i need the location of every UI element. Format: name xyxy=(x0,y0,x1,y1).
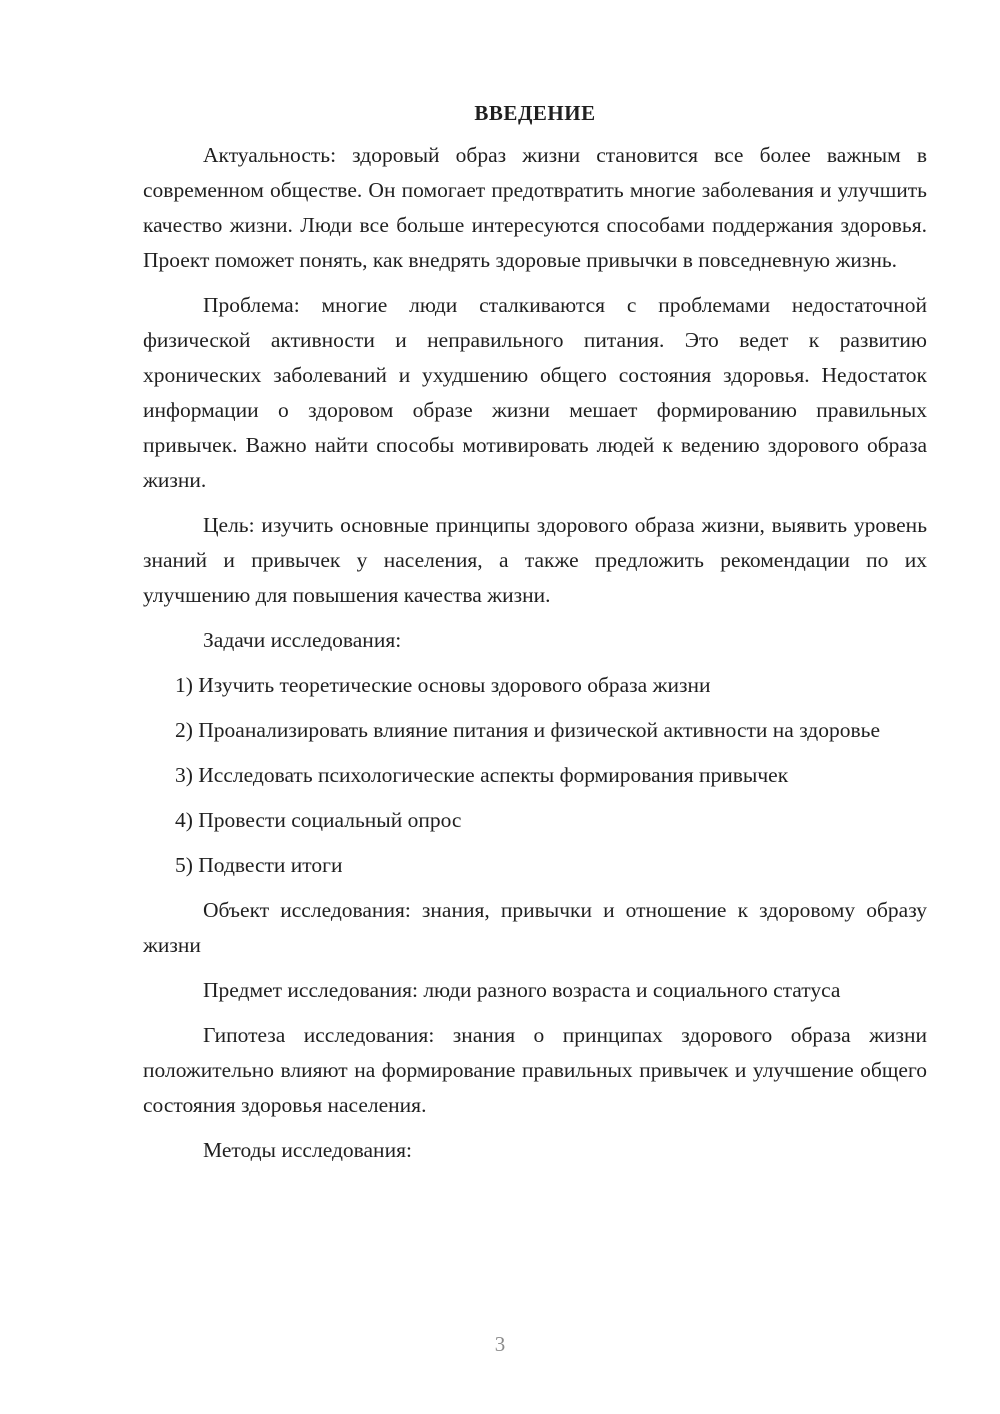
object-paragraph: Объект исследования: знания, привычки и отношение к здоровому образу жизни xyxy=(143,898,927,957)
task-item-5: 5) Подвести итоги xyxy=(175,853,343,877)
relevance-paragraph: Актуальность: здоровый образ жизни становится все более важным в современном обществе. Он помогает предотвратить многие заболевания и улучшить качество жизни. Люди все больше интересуются способами поддержания здоровья. Проект поможет понять, как внедрять здоровые привычки в повседневную жизнь. xyxy=(143,143,927,272)
goal-paragraph: Цель: изучить основные принципы здорового образа жизни, выявить уровень знаний и привычек у населения, а также предложить рекомендации по их улучшению для повышения качества жизни. xyxy=(143,513,927,607)
hypothesis-paragraph: Гипотеза исследования: знания о принципах здорового образа жизни положительно влияют на формирование правильных привычек и улучшение общего состояния здоровья населения. xyxy=(143,1023,927,1117)
tasks-label: Задачи исследования: xyxy=(203,628,402,652)
task-item-1: 1) Изучить теоретические основы здорового образа жизни xyxy=(175,673,711,697)
page-number: 3 xyxy=(494,1332,506,1356)
problem-paragraph: Проблема: многие люди сталкиваются с проблемами недостаточной физической активности и неправильного питания. Это ведет к развитию хронических заболеваний и ухудшению общего состояния здоровья. Недостаток информации о здоровом образе жизни мешает формированию правильных привычек. Важно найти способы мотивировать людей к ведению здорового образа жизни. xyxy=(143,293,927,492)
section-title: ВВЕДЕНИЕ xyxy=(474,101,596,125)
task-item-2: 2) Проанализировать влияние питания и физической активности на здоровье xyxy=(175,718,880,742)
subject-paragraph: Предмет исследования: люди разного возраста и социального статуса xyxy=(203,978,841,1002)
task-item-3: 3) Исследовать психологические аспекты формирования привычек xyxy=(175,763,789,787)
task-item-4: 4) Провести социальный опрос xyxy=(175,808,462,832)
methods-label: Методы исследования: xyxy=(203,1138,412,1162)
document-page xyxy=(143,96,927,1178)
